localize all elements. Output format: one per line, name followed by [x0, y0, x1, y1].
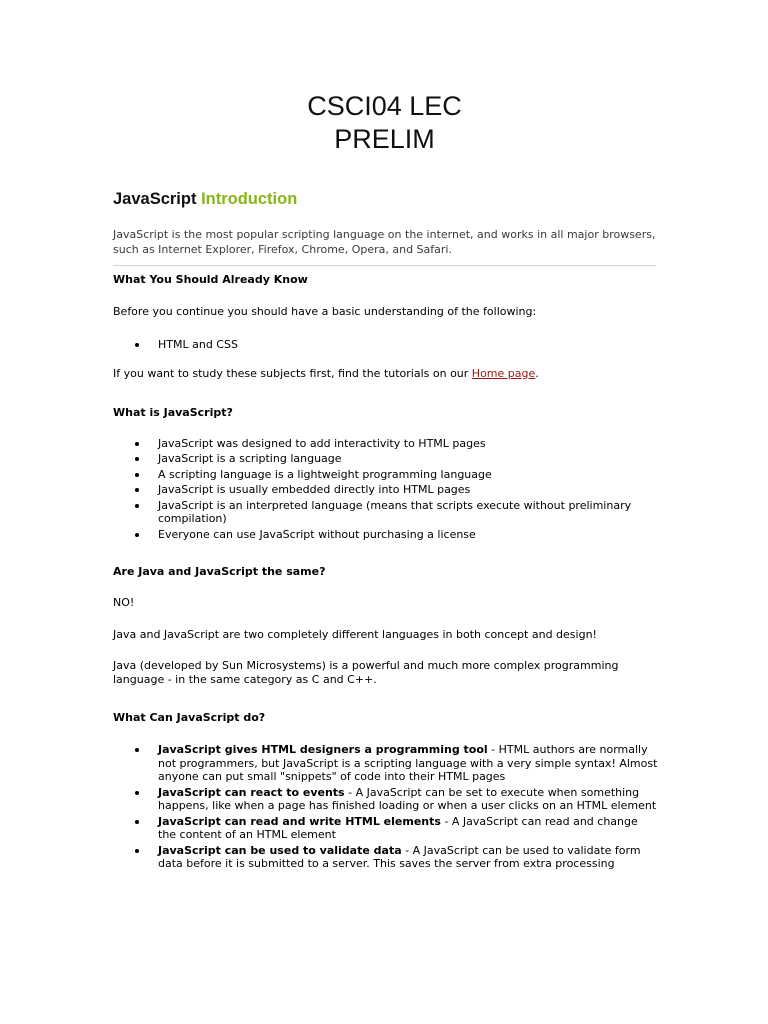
list-item-bold: JavaScript can read and write HTML elements	[158, 814, 441, 828]
list-item	[113, 483, 658, 497]
section-heading	[113, 189, 658, 209]
document-page	[113, 90, 658, 873]
same-paragraph-2: Java (developed by Sun Microsystems) is a powerful and much more complex programming language - in the same category as C and C++.	[113, 659, 619, 686]
divider	[113, 265, 656, 266]
list-item-text: - A JavaScript can be used to validate form data before it is submitted to a server. This saves the server from extra processing	[158, 843, 641, 870]
list-item-text: - A JavaScript can be set to execute when something happens, like when a page has finished loading or when a user clicks on an HTML element	[158, 785, 657, 812]
list-item-text: JavaScript was designed to add interactivity to HTML pages	[158, 436, 486, 450]
study-text: If you want to study these subjects first, find the tutorials on our	[113, 366, 472, 380]
section-heading-main: JavaScript	[113, 190, 197, 208]
bullet-icon	[135, 473, 139, 477]
list-item	[113, 338, 658, 352]
bullet-icon	[135, 442, 139, 446]
list-item-text: HTML and CSS	[158, 338, 238, 351]
bullet-icon	[135, 504, 139, 508]
study-text-end: .	[535, 366, 539, 380]
prereq-heading: What You Should Already Know	[113, 273, 308, 286]
section-heading-accent: Introduction	[201, 190, 298, 208]
same-answer: NO!	[113, 596, 135, 609]
list-item-text: Everyone can use JavaScript without purchasing a license	[158, 527, 476, 541]
list-item-text: JavaScript is usually embedded directly into HTML pages	[158, 483, 471, 496]
what-is-list	[113, 437, 658, 542]
list-item	[113, 844, 658, 871]
home-page-link[interactable]: Home page	[471, 366, 536, 380]
list-item-bold: JavaScript can be used to validate data	[158, 843, 402, 857]
list-item	[113, 437, 658, 451]
list-item-bold: JavaScript gives HTML designers a programming tool	[158, 743, 488, 756]
bullet-icon	[135, 791, 139, 795]
list-item-bold: JavaScript can react to events	[158, 785, 345, 799]
bullet-icon	[135, 343, 139, 347]
list-item-text: - HTML authors are normally not programmers, but JavaScript is a scripting language with a very simple syntax! Almost anyone can put small "snippets" of code into their HTML pages	[158, 743, 658, 783]
list-item	[113, 452, 658, 466]
list-item	[113, 743, 658, 784]
document-title-line2: PRELIM	[334, 124, 435, 154]
list-item-text: A scripting language is a lightweight programming language	[158, 467, 492, 481]
study-paragraph	[113, 367, 658, 381]
list-item	[113, 528, 658, 542]
list-item-text: JavaScript is an interpreted language (means that scripts execute without preliminary compilation)	[158, 498, 632, 525]
bullet-icon	[135, 488, 139, 492]
intro-paragraph: JavaScript is the most popular scripting language on the internet, and works in all major browsers, such as Internet Explorer, Firefox, Chrome, Opera, and Safari.	[113, 228, 656, 256]
can-do-list	[113, 743, 658, 871]
document-title-line1: CSCI04 LEC	[307, 91, 462, 121]
same-paragraph-1: Java and JavaScript are two completely different languages in both concept and design!	[113, 628, 597, 641]
document-title	[111, 90, 658, 156]
list-item-text: JavaScript is a scripting language	[158, 452, 342, 465]
list-item	[113, 468, 658, 482]
list-item-text: - A JavaScript can read and change the content of an HTML element	[158, 814, 638, 841]
list-item	[113, 815, 658, 842]
can-do-heading: What Can JavaScript do?	[113, 711, 266, 724]
prereq-list	[113, 338, 658, 352]
bullet-icon	[135, 748, 139, 752]
bullet-icon	[135, 533, 139, 537]
list-item	[113, 786, 658, 813]
what-is-heading: What is JavaScript?	[113, 405, 233, 419]
bullet-icon	[135, 820, 139, 824]
list-item	[113, 499, 658, 526]
bullet-icon	[135, 457, 139, 461]
bullet-icon	[135, 849, 139, 853]
same-heading: Are Java and JavaScript the same?	[113, 565, 326, 578]
prereq-intro: Before you continue you should have a basic understanding of the following:	[113, 305, 537, 318]
